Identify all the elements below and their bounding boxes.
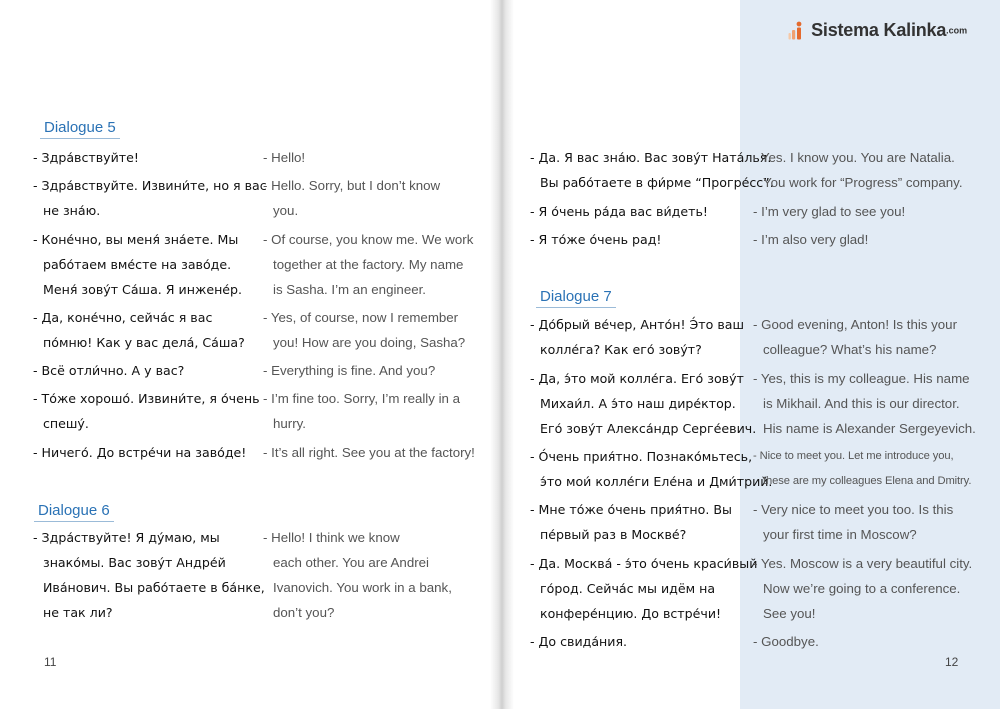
en-text: - Hello! I think we know bbox=[263, 530, 400, 545]
dialogue-6-line-2-ru bbox=[530, 145, 774, 195]
ru-text: по́мню! Как у вас дела́, Са́ша? bbox=[43, 335, 245, 350]
ru-text: го́род. Сейча́с мы идём на bbox=[540, 581, 716, 596]
ru-text: - То́же хорошо́. Извини́те, я о́чень bbox=[33, 391, 260, 406]
en-text: - Yes. I know you. You are Natalia. bbox=[753, 150, 955, 165]
dialogue-7-line-4-ru bbox=[530, 497, 732, 547]
en-text: hurry. bbox=[273, 416, 307, 431]
ru-text: - Я о́чень ра́да вас ви́деть! bbox=[530, 204, 708, 219]
ru-text: Его́ зову́т Алекса́ндр Серге́евич. bbox=[540, 421, 757, 436]
dialogue-5-line-5-en bbox=[263, 358, 435, 383]
ru-text: Ива́нович. Вы рабо́таете в ба́нке, bbox=[43, 580, 265, 595]
en-text: Ivanovich. You work in a bank, bbox=[273, 580, 452, 595]
ru-text: рабо́таем вме́сте на заво́де. bbox=[43, 257, 232, 272]
ru-text: Меня́ зову́т Са́ша. Я инжене́р. bbox=[43, 282, 243, 297]
en-text: is Sasha. I’m an engineer. bbox=[273, 282, 427, 297]
ru-text: - О́чень прия́тно. Познако́мьтесь, bbox=[530, 449, 753, 464]
ru-text: - Я то́же о́чень рад! bbox=[530, 232, 662, 247]
en-text: - Hello! bbox=[263, 150, 306, 165]
dialogue-5-line-5-ru bbox=[33, 358, 184, 383]
dialogue-7-line-3-en bbox=[753, 444, 971, 494]
page-number-right: 12 bbox=[945, 655, 959, 669]
en-text: these are my colleagues Elena and Dmitry. bbox=[763, 475, 972, 487]
ru-text: знако́мы. Вас зову́т Андре́й bbox=[43, 555, 226, 570]
dialogue-7-line-5-ru bbox=[530, 551, 757, 626]
dialogue-6-line-1-ru bbox=[33, 525, 265, 625]
dialogue-7-title: Dialogue 7 bbox=[536, 288, 616, 308]
sistema-kalinka-logo bbox=[788, 20, 967, 46]
en-text: - Yes, this is my colleague. His name bbox=[753, 371, 970, 386]
ru-text: не зна́ю. bbox=[43, 203, 101, 218]
page-number-left: 11 bbox=[44, 655, 57, 669]
ru-text: - Всё отли́чно. А у вас? bbox=[33, 363, 185, 378]
en-text: your first time in Moscow? bbox=[763, 527, 917, 542]
ru-text: - Коне́чно, вы меня́ зна́ете. Мы bbox=[33, 232, 239, 247]
en-text: - I’m fine too. Sorry, I’m really in a bbox=[263, 391, 461, 406]
book-gutter bbox=[490, 0, 514, 709]
en-text: colleague? What’s his name? bbox=[763, 342, 937, 357]
en-text: - Good evening, Anton! Is this your bbox=[753, 317, 958, 332]
dialogue-6-line-4-en bbox=[753, 227, 868, 252]
dialogue-5-line-1-en bbox=[263, 145, 305, 170]
en-text: each other. You are Andrei bbox=[273, 555, 429, 570]
ru-text: пе́рвый раз в Москве́? bbox=[540, 527, 687, 542]
dialogue-5-line-6-ru bbox=[33, 386, 260, 436]
ru-text: - Да. Москва́ - э́то о́чень краси́вый bbox=[530, 556, 758, 571]
ru-text: - Да, э́то мой колле́га. Его́ зову́т bbox=[530, 371, 744, 386]
dialogue-6-line-2-en bbox=[753, 145, 963, 195]
dialogue-5-line-4-en bbox=[263, 305, 465, 355]
dialogue-7-line-4-en bbox=[753, 497, 953, 547]
en-text: you! How are you doing, Sasha? bbox=[273, 335, 466, 350]
dialogue-6-line-3-en bbox=[753, 199, 905, 224]
dialogue-7-line-6-ru bbox=[530, 629, 627, 654]
dialogue-6-title: Dialogue 6 bbox=[34, 502, 114, 522]
dialogue-7-line-5-en bbox=[753, 551, 972, 626]
en-text: you. bbox=[273, 203, 299, 218]
ru-text: не так ли? bbox=[43, 605, 113, 620]
dialogue-5-line-7-ru bbox=[33, 440, 246, 465]
ru-text: колле́га? Как его́ зову́т? bbox=[540, 342, 702, 357]
en-text: don’t you? bbox=[273, 605, 335, 620]
dialogue-5-line-3-en bbox=[263, 227, 473, 302]
dialogue-5-line-1-ru bbox=[33, 145, 139, 170]
ru-text: - До́брый ве́чер, Анто́н! Э́то ваш bbox=[530, 317, 745, 332]
dialogue-5-title: Dialogue 5 bbox=[40, 119, 120, 139]
ru-text: - Здра́вствуйте. Извини́те, но я вас bbox=[33, 178, 267, 193]
ru-text: Михаи́л. А э́то наш дире́ктор. bbox=[540, 396, 736, 411]
en-text: together at the factory. My name bbox=[273, 257, 464, 272]
ru-text: - Здра́ствуйте! Я ду́маю, мы bbox=[33, 530, 220, 545]
dialogue-5-line-3-ru bbox=[33, 227, 242, 302]
ru-text: - Мне то́же о́чень прия́тно. Вы bbox=[530, 502, 732, 517]
en-text: - Goodbye. bbox=[753, 634, 819, 649]
en-text: is Mikhail. And this is our director. bbox=[763, 396, 960, 411]
en-text: Now we’re going to a conference. bbox=[763, 581, 961, 596]
en-text: - Everything is fine. And you? bbox=[263, 363, 436, 378]
logo-name: Sistema Kalinka bbox=[811, 20, 947, 40]
ru-text: конфере́нцию. До встре́чи! bbox=[540, 606, 722, 621]
dialogue-5-line-4-ru bbox=[33, 305, 245, 355]
en-text: You work for “Progress” company. bbox=[763, 175, 963, 190]
ru-text: - Здра́вствуйте! bbox=[33, 150, 139, 165]
ru-text: - Да, коне́чно, сейча́с я вас bbox=[33, 310, 213, 325]
dialogue-6-line-1-en bbox=[263, 525, 452, 625]
dialogue-5-line-7-en bbox=[263, 440, 475, 465]
dialogue-7-line-1-ru bbox=[530, 312, 744, 362]
ru-text: э́то мои́ колле́ги Еле́на и Дми́трий. bbox=[540, 474, 773, 489]
dialogue-5-line-6-en bbox=[263, 386, 460, 436]
en-text: His name is Alexander Sergeyevich. bbox=[763, 421, 976, 436]
ru-text: спешу́. bbox=[43, 416, 89, 431]
dialogue-7-line-1-en bbox=[753, 312, 957, 362]
en-text: - Hello. Sorry, but I don’t know bbox=[263, 178, 441, 193]
en-text: See you! bbox=[763, 606, 816, 621]
en-text: - It’s all right. See you at the factory! bbox=[263, 445, 475, 460]
dialogue-5-line-2-en bbox=[263, 173, 440, 223]
en-text: - Yes. Moscow is a very beautiful city. bbox=[753, 556, 973, 571]
dialogue-7-line-6-en bbox=[753, 629, 819, 654]
logo-domain: .com bbox=[946, 25, 968, 36]
dialogue-5-line-2-ru bbox=[33, 173, 267, 223]
en-text: - Yes, of course, now I remember bbox=[263, 310, 459, 325]
dialogue-7-line-3-ru bbox=[530, 444, 772, 494]
en-text: - I’m also very glad! bbox=[753, 232, 869, 247]
dialogue-6-line-4-ru bbox=[530, 227, 661, 252]
ru-text: - До свида́ния. bbox=[530, 634, 628, 649]
logo-mark-icon bbox=[788, 21, 804, 41]
dialogue-7-line-2-ru bbox=[530, 366, 756, 441]
en-text: - Nice to meet you. Let me introduce you, bbox=[753, 450, 954, 462]
dialogue-6-line-3-ru bbox=[530, 199, 708, 224]
ru-text: - Да. Я вас зна́ю. Вас зову́т Ната́лья. bbox=[530, 150, 772, 165]
en-text: - I’m very glad to see you! bbox=[753, 204, 906, 219]
ru-text: Вы рабо́таете в фи́рме “Прогре́сс”. bbox=[540, 175, 774, 190]
en-text: - Very nice to meet you too. Is this bbox=[753, 502, 954, 517]
ru-text: - Ничего́. До встре́чи на заво́де! bbox=[33, 445, 247, 460]
dialogue-7-line-2-en bbox=[753, 366, 976, 441]
en-text: - Of course, you know me. We work bbox=[263, 232, 474, 247]
